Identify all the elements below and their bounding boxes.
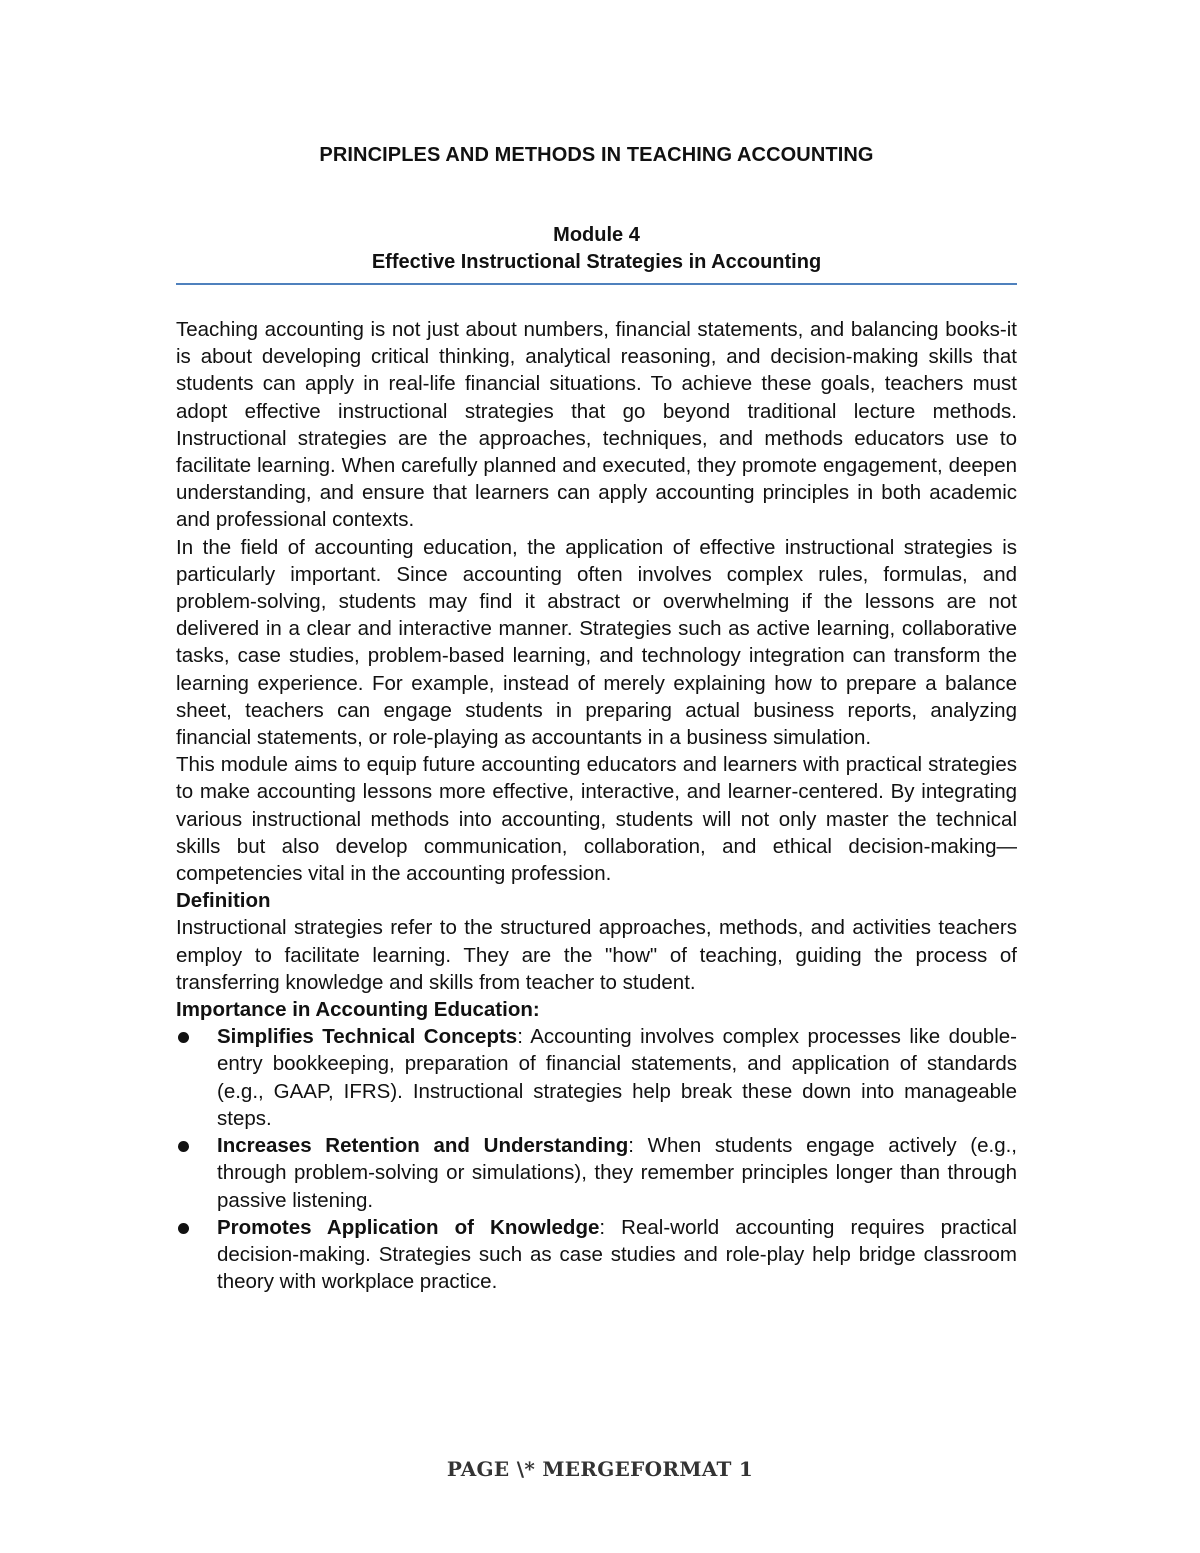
bullet-icon: [178, 1141, 189, 1152]
definition-heading: Definition: [176, 889, 271, 913]
importance-list: [176, 1023, 1017, 1295]
importance-heading: Importance in Accounting Education:: [176, 998, 540, 1022]
document-title: PRINCIPLES AND METHODS IN TEACHING ACCOUNTING: [319, 144, 874, 166]
intro-paragraph-2: In the field of accounting education, the application of effective instructional strategies is particularly important. Since accounting often involves complex rules, formulas, and problem-solving, students may find it abstract or overwhelming if the lessons are not delivered in a clear and interactive manner. Strategies such as active learning, collaborative tasks, case studies, problem-based learning, and technology integration can transform the learning experience. For example, instead of merely explaining how to prepare a balance sheet, teachers can engage students in preparing actual business reports, analyzing financial statements, or role-playing as accountants in a business simulation.: [176, 535, 1017, 750]
body-text: [176, 316, 1017, 1295]
list-item-text: : When students engage actively (e.g., through problem-solving or simulations), they remember principles longer than through passive listening.: [217, 1134, 1017, 1212]
definition-text: Instructional strategies refer to the structured approaches, methods, and activities teachers employ to facilitate learning. They are the "how" of teaching, guiding the process of transferring knowledge and skills from teacher to student.: [176, 916, 1017, 994]
list-item-text: : Real-world accounting requires practical decision-making. Strategies such as case studies and role-play help bridge classroom theory with workplace practice.: [217, 1215, 1017, 1294]
list-item-term: Increases Retention and Understanding: [217, 1134, 629, 1158]
list-item: [176, 1132, 1017, 1214]
intro-paragraph-1: Teaching accounting is not just about numbers, financial statements, and balancing books-it is about developing critical thinking, analytical reasoning, and decision-making skills that students can apply in real-life financial situations. To achieve these goals, teachers must adopt effective instructional strategies that go beyond traditional lecture methods. Instructional strategies are the approaches, techniques, and methods educators use to facilitate learning. When carefully planned and executed, they promote engagement, deepen understanding, and ensure that learners can apply accounting principles in both academic and professional contexts.: [176, 318, 1017, 532]
list-item-term: Simplifies Technical Concepts: [217, 1025, 518, 1049]
module-title: Effective Instructional Strategies in Accounting: [371, 251, 822, 273]
title-divider: [176, 283, 1017, 285]
module-number: Module 4: [553, 224, 640, 246]
list-item-text: : Accounting involves complex processes like double-entry bookkeeping, preparation of financial statements, and application of standards (e.g., GAAP, IFRS). Instructional strategies help break these down into manageable steps.: [217, 1025, 1017, 1130]
bullet-icon: [178, 1032, 189, 1043]
bullet-icon: [178, 1223, 189, 1234]
list-item-term: Promotes Application of Knowledge: [217, 1215, 600, 1239]
list-item: [176, 1214, 1017, 1296]
intro-paragraph-3: This module aims to equip future accounting educators and learners with practical strategies to make accounting lessons more effective, interactive, and learner-centered. By integrating various instructional methods into accounting, students will not only master the technical skills but also develop communication, collaboration, and ethical decision-making—competencies vital in the accounting profession.: [176, 753, 1017, 886]
page-footer: PAGE \* MERGEFORMAT 1: [446, 1457, 754, 1481]
list-item: [176, 1023, 1017, 1132]
